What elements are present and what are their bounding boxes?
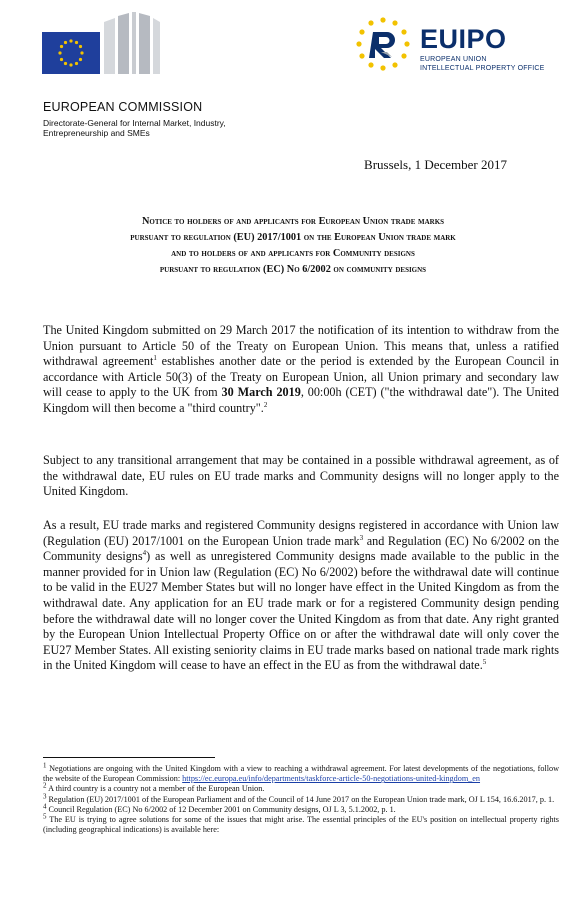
berlaymont-building-icon: [104, 12, 160, 74]
euipo-wordmark: EUIPO: [420, 24, 507, 54]
paragraph-consequences: As a result, EU trade marks and registered Community designs registered in accordance with Union law (Regulation (EU) 2017/1001 on the European Union trade mark$^3$ and Regulation (EC) No 6/2002 on the Community designs$^4$) as well as unregistered Community designs made available to the public in the manner provided for in Union law (Regulation (EC) No 6/2002) before the withdrawal date will continue to be valid in the EU27 Member States but will no longer have effect in the United Kingdom as from the withdrawal date. Any application for an EU trade mark or for a registered Community design pending before the withdrawal date will no longer cover the United Kingdom as from that date. Any right granted by the European Union Intellectual Property Office on or after the withdrawal date will only cover the EU27 Member States. All existing seniority claims in EU trade marks based on national trade mark rights in the United Kingdom will cease to have an effect in the EU as from the withdrawal date.$^5$: [43, 518, 559, 673]
eu-flag-icon: [42, 32, 100, 74]
issuer-title: EUROPEAN COMMISSION: [43, 100, 203, 114]
footnote-3: $^3$ Regulation (EU) 2017/1001 of the European Parliament and of the Council of 14 June 2017 on the European Union trade mark, OJ L 154, 16.6.2017, p. 1.: [43, 791, 555, 804]
footnote-ref-5[interactable]: 5: [482, 658, 487, 667]
footnote-1: $^1$ Negotiations are ongoing with the United Kingdom with a view to reaching a withdrawal agreement. For latest developments of the negotiations, follow the website of the European Commission: https://ec.europa.eu/info/departments/taskforce-article-50-negotiations-united-kingdom_en: [43, 761, 560, 784]
footnotes: [43, 761, 560, 835]
footnote-ref-4[interactable]: 4: [142, 549, 147, 558]
document-date: Brussels, 1 December 2017: [364, 157, 507, 172]
issuer-directorate: Directorate-General for Internal Market, Industry, Entrepreneurship and SMEs: [43, 118, 226, 138]
footnote-divider: [43, 757, 215, 758]
commission-taskforce-link[interactable]: https://ec.europa.eu/info/departments/taskforce-article-50-negotiations-united-kingdom_en: [182, 774, 481, 784]
footnote-ref-3[interactable]: 3: [359, 533, 364, 542]
footnote-ref-2[interactable]: 2: [263, 400, 268, 409]
footnote-ref-1[interactable]: 1: [153, 354, 157, 363]
euipo-emblem-icon: [353, 14, 413, 74]
footnote-5: $^5$ The EU is trying to agree solutions for some of the issues that might arise. The essential principles of the EU's position on intellectual property rights (including geographical indications) is available here:: [43, 812, 559, 835]
notice-heading: Notice to holders of and applicants for European Union trade marks pursuant to regulation (EU) 2017/1001 on the European Union trade mark and to holders of and applicants for Community designs pursuant to regulation (EC) No 6/2002 on community designs: [130, 216, 456, 275]
paragraph-withdrawal-notification: The United Kingdom submitted on 29 March 2017 the notification of its intention to withdraw from the Union pursuant to Article 50 of the Treaty on European Union. This means that, unless a ratified withdrawal agreement$^1$ establishes another date or the period is extended by the European Council in accordance with Article 50(3) of the Treaty on European Union, all Union primary and secondary law will cease to apply to the UK from 30 March 2019, 00:00h (CET) ("the withdrawal date"). The United Kingdom will then become a "third country".$^2$: [43, 323, 559, 415]
footnote-4: $^4$ Council Regulation (EC) No 6/2002 of 12 December 2001 on Community designs, OJ L 3, 5.1.2002, p. 1.: [43, 802, 396, 814]
footnote-2: $^2$ A third country is a country not a member of the European Union.: [43, 781, 265, 794]
euipo-subtitle: EUROPEAN UNION INTELLECTUAL PROPERTY OFFICE: [420, 56, 545, 72]
european-commission-logo: [40, 10, 160, 76]
euipo-logo: [353, 14, 568, 80]
paragraph-transitional-arrangement: Subject to any transitional arrangement that may be contained in a possible withdrawal agreement, as of the withdrawal date, EU rules on EU trade marks and Community designs will no longer apply to the United Kingdom.: [43, 453, 559, 499]
